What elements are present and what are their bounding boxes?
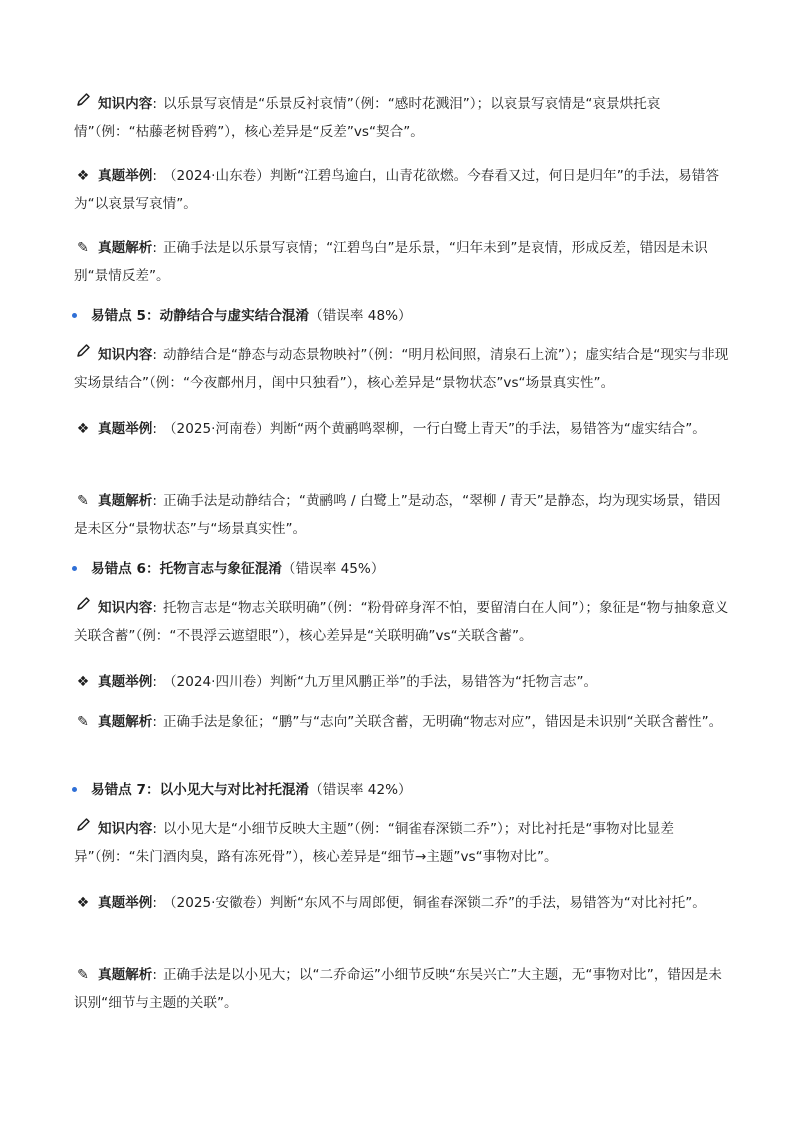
analysis-label: 真题解析 xyxy=(98,967,153,983)
knowledge-text: 托物言志是“物志关联明确”（例：“粉骨碎身浑不怕，要留清白在人间”）；象征是“物与抽象意义关联含蓄”（例：“不畏浮云遮望眼”），核心差异是“关联明确”vs“关联含蓄”。 xyxy=(74,600,729,644)
diamond-icon: ❖ xyxy=(76,168,90,184)
analysis-text: 正确手法是以小见大；以“二乔命运”小细节反映“东吴兴亡”大主题，无“事物对比”，错因是未识别“细节与主题的关联”。 xyxy=(74,967,722,1011)
analysis-paragraph: ✎ 真题解析: 正确手法是以小见大；以“二乔命运”小细节反映“东吴兴亡”大主题，无“事物对比”，错因是未识别“细节与主题的关联”。 xyxy=(74,961,734,1017)
section-heading xyxy=(72,779,732,801)
bullet-dot xyxy=(72,787,77,792)
ruler-pencil-icon: ✎ xyxy=(77,714,89,730)
analysis-label: 真题解析 xyxy=(98,714,153,730)
analysis-paragraph: ✎ 真题解析: 正确手法是动静结合；“黄鹂鸣 / 白鹭上”是动态，“翠柳 / 青天”是静态，均为现实场景，错因是未区分“景物状态”与“场景真实性”。 xyxy=(74,487,734,543)
analysis-text: 正确手法是象征；“鹏”与“志向”关联含蓄，无明确“物志对应”，错因是未识别“关联含蓄性”。 xyxy=(162,714,723,730)
analysis-text: 正确手法是以乐景写哀情；“江碧鸟白”是乐景，“归年未到”是哀情，形成反差，错因是未识别“景情反差”。 xyxy=(74,240,708,284)
example-label: 真题举例 xyxy=(98,168,153,184)
example-paragraph: ❖ 真题举例: （2025·安徽卷）判断“东风不与周郎便，铜雀春深锁二乔”的手法，易错答为“对比衬托”。 xyxy=(74,889,734,917)
section-heading xyxy=(72,558,732,580)
diamond-icon: ❖ xyxy=(76,895,90,911)
example-paragraph: ❖ 真题举例: （2024·四川卷）判断“九万里风鹏正举”的手法，易错答为“托物言志”。 xyxy=(74,668,734,696)
knowledge-text: 动静结合是“静态与动态景物映衬”（例：“明月松间照，清泉石上流”）；虚实结合是“现实与非现实场景结合”（例：“今夜鄜州月，闺中只独看”），核心差异是“景物状态”vs“场景真实性”。 xyxy=(74,347,729,391)
knowledge-paragraph: 知识内容: 以小见大是“小细节反映大主题”（例：“铜雀春深锁二乔”）；对比衬托是“事物对比显差异”（例：“朱门酒肉臭，路有冻死骨”），核心差异是“细节→主题”vs“事物对比”。 xyxy=(74,815,734,871)
analysis-text: 正确手法是动静结合；“黄鹂鸣 / 白鹭上”是动态，“翠柳 / 青天”是静态，均为现实场景，错因是未区分“景物状态”与“场景真实性”。 xyxy=(74,493,721,537)
pencil-icon xyxy=(74,90,92,118)
error-rate: （错误率 48%） xyxy=(309,308,412,324)
knowledge-label: 知识内容 xyxy=(98,600,153,616)
example-paragraph: ❖ 真题举例: （2025·河南卷）判断“两个黄鹂鸣翠柳，一行白鹭上青天”的手法，易错答为“虚实结合”。 xyxy=(74,415,734,443)
knowledge-label: 知识内容 xyxy=(98,96,153,112)
diamond-icon: ❖ xyxy=(76,674,90,690)
example-text: （2024·四川卷）判断“九万里风鹏正举”的手法，易错答为“托物言志”。 xyxy=(162,674,598,690)
knowledge-paragraph: 知识内容: 托物言志是“物志关联明确”（例：“粉骨碎身浑不怕，要留清白在人间”）；象征是“物与抽象意义关联含蓄”（例：“不畏浮云遮望眼”），核心差异是“关联明确”vs“关联含蓄”。 xyxy=(74,594,734,650)
example-text: （2024·山东卷）判断“江碧鸟逾白，山青花欲燃。今春看又过，何日是归年”的手法，易错答为“以哀景写哀情”。 xyxy=(74,168,719,212)
knowledge-paragraph: 知识内容: 以乐景写哀情是“乐景反衬哀情”（例：“感时花溅泪”）；以哀景写哀情是“哀景烘托哀情”（例：“枯藤老树昏鸦”），核心差异是“反差”vs“契合”。 xyxy=(74,90,734,146)
analysis-paragraph: ✎ 真题解析: 正确手法是象征；“鹏”与“志向”关联含蓄，无明确“物志对应”，错因是未识别“关联含蓄性”。 xyxy=(74,708,734,736)
example-label: 真题举例 xyxy=(98,674,153,690)
knowledge-label: 知识内容 xyxy=(98,347,153,363)
heading-text: 易错点 6：托物言志与象征混淆 xyxy=(91,561,282,577)
example-label: 真题举例 xyxy=(98,895,153,911)
bullet-dot xyxy=(72,313,77,318)
pencil-icon xyxy=(74,341,92,369)
example-text: （2025·河南卷）判断“两个黄鹂鸣翠柳，一行白鹭上青天”的手法，易错答为“虚实结合”。 xyxy=(162,421,706,437)
error-rate: （错误率 45%） xyxy=(281,561,385,577)
knowledge-paragraph: 知识内容: 动静结合是“静态与动态景物映衬”（例：“明月松间照，清泉石上流”）；虚实结合是“现实与非现实场景结合”（例：“今夜鄜州月，闺中只独看”），核心差异是“景物状态”vs“场景真实性”。 xyxy=(74,341,734,397)
diamond-icon: ❖ xyxy=(76,421,90,437)
analysis-paragraph: ✎ 真题解析: 正确手法是以乐景写哀情；“江碧鸟白”是乐景，“归年未到”是哀情，形成反差，错因是未识别“景情反差”。 xyxy=(74,234,734,290)
bullet-dot xyxy=(72,566,77,571)
knowledge-text: 以乐景写哀情是“乐景反衬哀情”（例：“感时花溅泪”）；以哀景写哀情是“哀景烘托哀情”（例：“枯藤老树昏鸦”），核心差异是“反差”vs“契合”。 xyxy=(74,96,661,140)
knowledge-label: 知识内容 xyxy=(98,821,153,837)
pencil-icon xyxy=(74,815,92,843)
pencil-icon xyxy=(74,594,92,622)
example-text: （2025·安徽卷）判断“东风不与周郎便，铜雀春深锁二乔”的手法，易错答为“对比衬托”。 xyxy=(162,895,706,911)
ruler-pencil-icon: ✎ xyxy=(77,967,89,983)
heading-text: 易错点 7：以小见大与对比衬托混淆 xyxy=(91,782,310,798)
knowledge-text: 以小见大是“小细节反映大主题”（例：“铜雀春深锁二乔”）；对比衬托是“事物对比显差异”（例：“朱门酒肉臭，路有冻死骨”），核心差异是“细节→主题”vs“事物对比”。 xyxy=(74,821,674,865)
example-paragraph: ❖ 真题举例: （2024·山东卷）判断“江碧鸟逾白，山青花欲燃。今春看又过，何日是归年”的手法，易错答为“以哀景写哀情”。 xyxy=(74,162,734,218)
section-heading xyxy=(72,305,732,327)
ruler-pencil-icon: ✎ xyxy=(77,493,89,509)
analysis-label: 真题解析 xyxy=(98,493,153,509)
error-rate: （错误率 42%） xyxy=(309,782,412,798)
heading-text: 易错点 5：动静结合与虚实结合混淆 xyxy=(91,308,310,324)
example-label: 真题举例 xyxy=(98,421,153,437)
ruler-pencil-icon: ✎ xyxy=(77,240,89,256)
analysis-label: 真题解析 xyxy=(98,240,153,256)
